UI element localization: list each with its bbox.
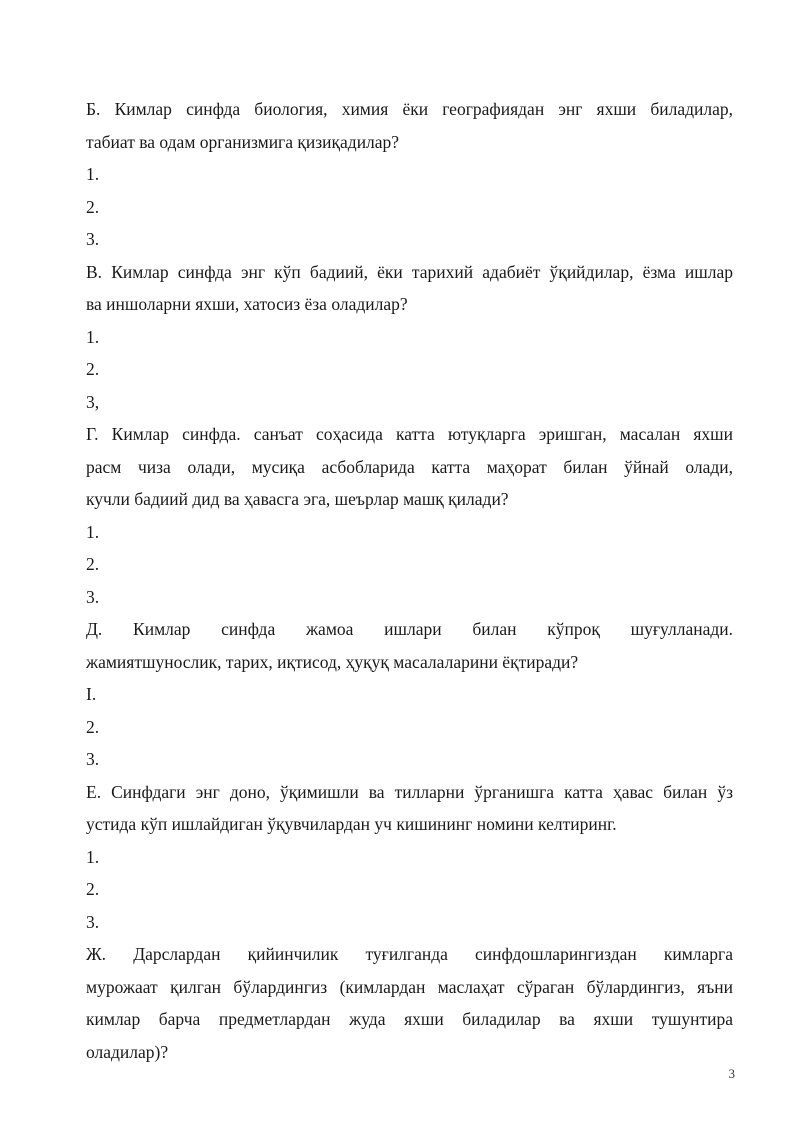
answer-number: 1.	[86, 846, 100, 867]
answer-number: 2.	[86, 196, 100, 217]
question-text: В. Кимлар синфда энг кўп бадиий, ёки тарихий адабиёт ўқийдилар, ёзма ишлар	[86, 261, 733, 282]
answer-number: 3.	[86, 229, 100, 249]
answer-number: 1.	[86, 164, 100, 184]
answer-number: 3,	[86, 391, 100, 412]
question-text: Д. Кимлар синфда жамоа ишлари билан кўпроқ шуғулланади.	[86, 619, 733, 639]
answer-number: 3.	[86, 586, 100, 607]
question-block-d	[86, 613, 733, 776]
question-text: Е. Синфдаги энг доно, ўқимишли ва тилларни ўрганишга катта ҳавас билан ўз	[86, 781, 733, 802]
answer-number: 1.	[86, 326, 100, 347]
question-text: Г. Кимлар синфда. санъат соҳасида катта ютуқларга эришган, масалан яхши	[86, 424, 733, 444]
answer-number: 2.	[86, 359, 100, 379]
question-text: Ж. Дарслардан қийинчилик туғилганда синфдошларингиздан кимларга	[86, 944, 733, 964]
question-text: мурожаат қилган бўлардингиз (кимлардан маслаҳат сўраган бўлардингиз, яъни	[86, 976, 733, 997]
question-text: Б. Кимлар синфда биология, химия ёки географиядан энг яхши биладилар,	[86, 99, 733, 119]
question-text: ва иншоларни яхши, хатосиз ёза оладилар?	[86, 294, 408, 314]
question-text: жамиятшунослик, тарих, иқтисод, ҳуқуқ масалаларини ёқтиради?	[86, 651, 579, 672]
question-text: табиат ва одам организмига қизиқадилар?	[86, 131, 400, 152]
answer-number: 3.	[86, 911, 100, 932]
answer-number: 3.	[86, 749, 100, 769]
answer-number: 2.	[86, 879, 100, 899]
question-block-v	[86, 256, 733, 419]
question-block-zh	[86, 938, 733, 1068]
answer-number: 2.	[86, 716, 100, 737]
questionnaire-body	[86, 93, 733, 1068]
question-block-g	[86, 418, 733, 613]
question-block-e	[86, 776, 733, 939]
question-text: расм чиза олади, мусиқа асбобларида катта маҳорат билан ўйнай олади,	[86, 456, 733, 477]
answer-number: I.	[86, 684, 97, 704]
question-text: оладилар)?	[86, 1041, 169, 1062]
answer-number: 1.	[86, 521, 100, 542]
answer-number: 2.	[86, 554, 100, 574]
question-text: кимлар барча предметлардан жуда яхши биладилар ва яхши тушунтира	[86, 1009, 733, 1029]
question-text: кучли бадиий дид ва ҳавасга эга, шеърлар машқ қилади?	[86, 489, 509, 509]
question-text: устида кўп ишлайдиган ўқувчилардан уч кишининг номини келтиринг.	[86, 814, 617, 834]
page-number: 3	[728, 1066, 735, 1081]
question-block-b	[86, 93, 733, 256]
